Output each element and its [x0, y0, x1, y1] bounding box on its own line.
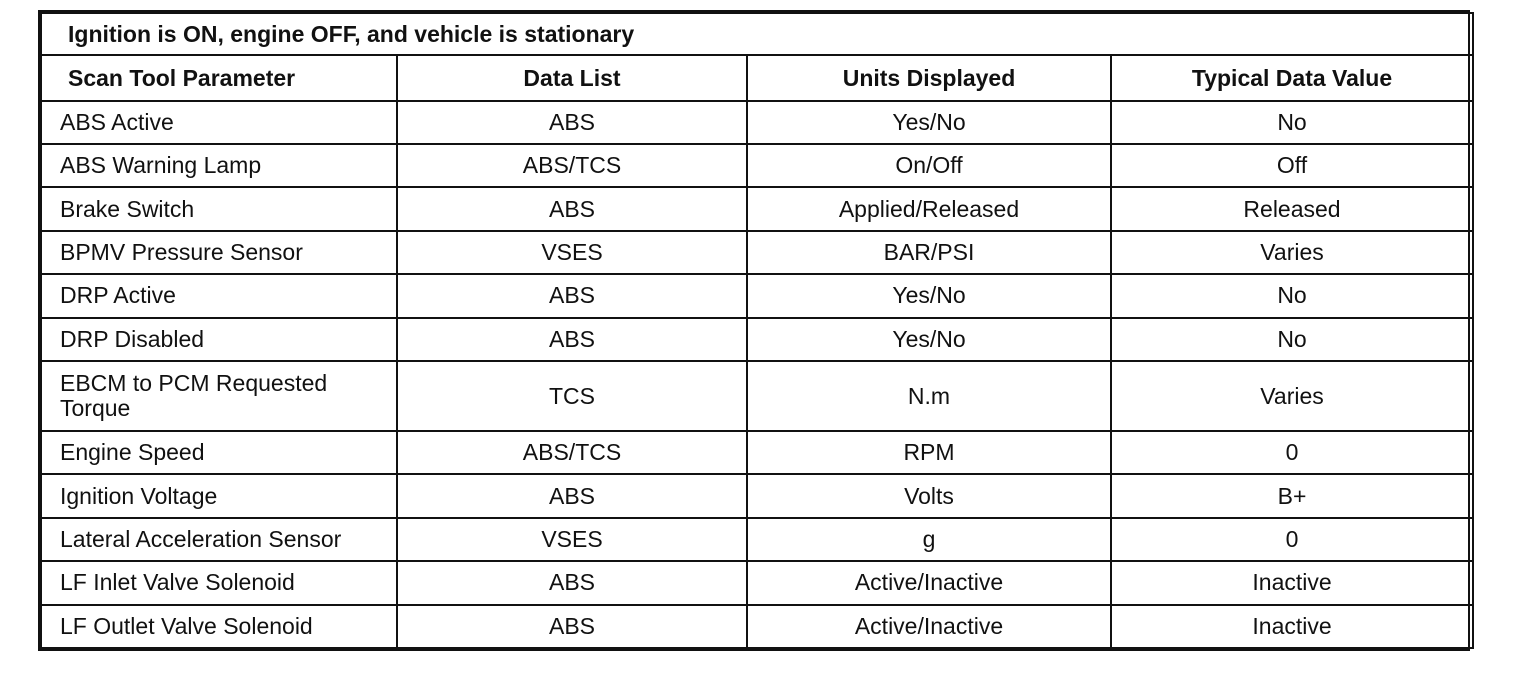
typical-value-cell: Released	[1111, 187, 1473, 230]
units-cell: On/Off	[747, 144, 1111, 187]
column-header-scan-tool-parameter: Scan Tool Parameter	[41, 55, 397, 100]
data-list-cell: ABS	[397, 274, 747, 317]
data-list-cell: ABS	[397, 318, 747, 361]
table-body	[41, 13, 1473, 648]
typical-value-cell: Off	[1111, 144, 1473, 187]
typical-value-cell: Varies	[1111, 231, 1473, 274]
table-row	[41, 274, 1473, 317]
parameter-cell: EBCM to PCM Requested Torque	[41, 361, 397, 431]
table-caption: Ignition is ON, engine OFF, and vehicle is stationary	[41, 13, 1473, 55]
data-list-cell: ABS	[397, 561, 747, 604]
data-list-cell: ABS	[397, 474, 747, 517]
typical-value-cell: No	[1111, 318, 1473, 361]
parameter-cell: DRP Disabled	[41, 318, 397, 361]
data-list-cell: ABS	[397, 101, 747, 144]
data-list-cell: VSES	[397, 518, 747, 561]
parameter-cell: DRP Active	[41, 274, 397, 317]
table-row	[41, 231, 1473, 274]
column-header-typical-data-value: Typical Data Value	[1111, 55, 1473, 100]
units-cell: Yes/No	[747, 318, 1111, 361]
typical-value-cell: No	[1111, 101, 1473, 144]
table-row	[41, 144, 1473, 187]
scan-tool-data-table	[38, 10, 1470, 651]
table-row	[41, 318, 1473, 361]
parameter-cell: LF Outlet Valve Solenoid	[41, 605, 397, 648]
data-list-cell: TCS	[397, 361, 747, 431]
table-row	[41, 518, 1473, 561]
data-list-cell: ABS/TCS	[397, 144, 747, 187]
table-row	[41, 474, 1473, 517]
data-list-cell: ABS	[397, 187, 747, 230]
typical-value-cell: Inactive	[1111, 605, 1473, 648]
parameter-cell: Engine Speed	[41, 431, 397, 474]
parameter-cell: ABS Warning Lamp	[41, 144, 397, 187]
units-cell: N.m	[747, 361, 1111, 431]
units-cell: Volts	[747, 474, 1111, 517]
data-list-cell: VSES	[397, 231, 747, 274]
units-cell: g	[747, 518, 1111, 561]
data-list-cell: ABS	[397, 605, 747, 648]
table-row	[41, 361, 1473, 431]
parameter-cell: Ignition Voltage	[41, 474, 397, 517]
units-cell: BAR/PSI	[747, 231, 1111, 274]
typical-value-cell: No	[1111, 274, 1473, 317]
table-row	[41, 187, 1473, 230]
units-cell: Applied/Released	[747, 187, 1111, 230]
column-header-data-list: Data List	[397, 55, 747, 100]
column-header-units-displayed: Units Displayed	[747, 55, 1111, 100]
table-row	[41, 561, 1473, 604]
parameter-cell: ABS Active	[41, 101, 397, 144]
typical-value-cell: 0	[1111, 431, 1473, 474]
parameter-cell: LF Inlet Valve Solenoid	[41, 561, 397, 604]
units-cell: Active/Inactive	[747, 561, 1111, 604]
units-cell: Yes/No	[747, 101, 1111, 144]
parameter-cell: BPMV Pressure Sensor	[41, 231, 397, 274]
parameter-cell: Lateral Acceleration Sensor	[41, 518, 397, 561]
typical-value-cell: Inactive	[1111, 561, 1473, 604]
table-row	[41, 101, 1473, 144]
header-row	[41, 55, 1473, 100]
table-row	[41, 605, 1473, 648]
table-row	[41, 431, 1473, 474]
typical-value-cell: B+	[1111, 474, 1473, 517]
typical-value-cell: 0	[1111, 518, 1473, 561]
data-table	[40, 12, 1474, 649]
units-cell: Yes/No	[747, 274, 1111, 317]
parameter-cell: Brake Switch	[41, 187, 397, 230]
data-list-cell: ABS/TCS	[397, 431, 747, 474]
typical-value-cell: Varies	[1111, 361, 1473, 431]
units-cell: Active/Inactive	[747, 605, 1111, 648]
caption-row	[41, 13, 1473, 55]
units-cell: RPM	[747, 431, 1111, 474]
